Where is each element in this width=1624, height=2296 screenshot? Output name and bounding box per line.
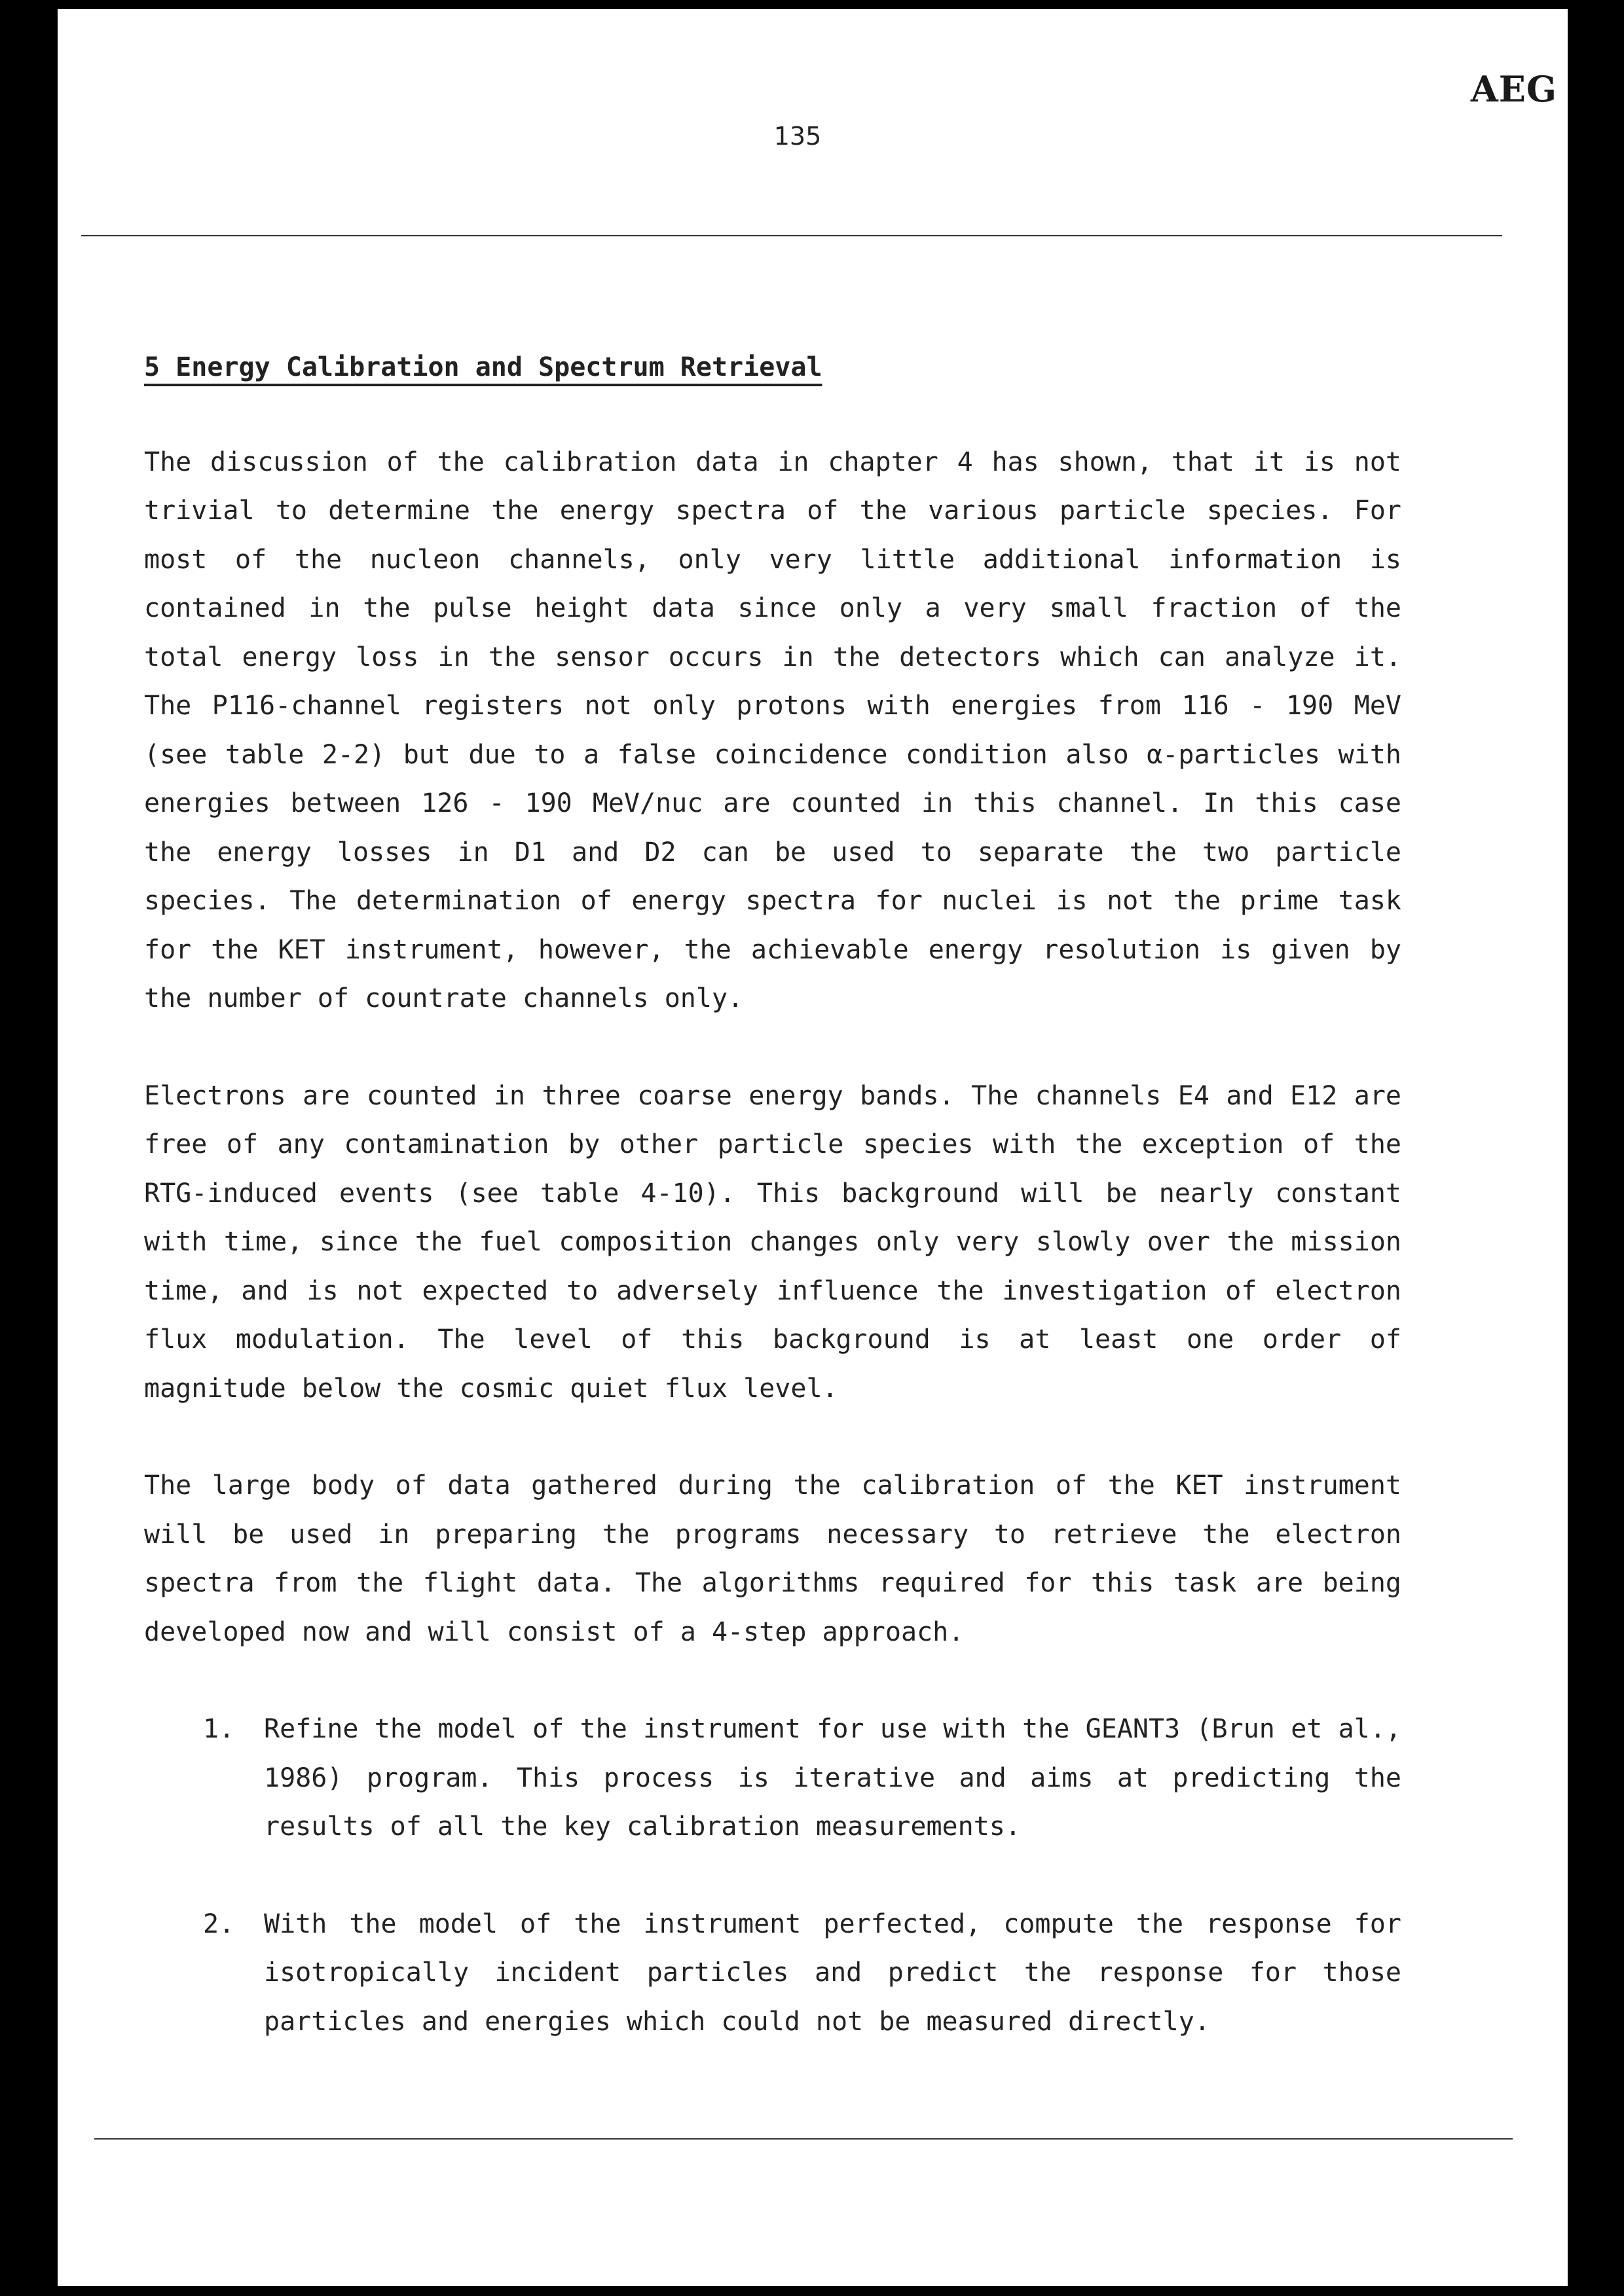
page-number: 135 — [773, 122, 822, 151]
list-item — [144, 1900, 1401, 2047]
paragraph-algorithms: The large body of data gathered during the calibration of the KET instrument will be used in preparing the programs necessary to retrieve the electron spectra from the flight data. The algorithms required for this task are being developed now and will consist of a 4-step approach. — [144, 1470, 1401, 1647]
document-page — [58, 9, 1568, 2286]
paragraph-calibration-discussion: The discussion of the calibration data in chapter 4 has shown, that it is not trivial to determine the energy spectra of the various particle species. For most of the nucleon channels, only very little additional information is contained in the pulse height data since only a very small fraction of the total energy loss in the sensor occurs in the detectors which can analyze it. The P116-channel registers not only protons with energies from 116 - 190 MeV (see table 2-2) but due to a false coincidence condition also α-particles with energies between 126 - 190 MeV/nuc are counted in this channel. In this case the energy losses in D1 and D2 can be used to separate the two particle species. The determination of energy spectra for nuclei is not the prime task for the KET instrument, however, the achievable energy resolution is given by the number of countrate channels only. — [144, 446, 1401, 1013]
list-number: 2. — [203, 1908, 235, 1939]
list-text: With the model of the instrument perfected, compute the response for isotropically incident particles and predict the response for those particles and energies which could not be measured directly. — [264, 1908, 1401, 2037]
list-number: 1. — [203, 1714, 235, 1744]
section-heading: 5 Energy Calibration and Spectrum Retrieval — [144, 352, 822, 382]
list-text: Refine the model of the instrument for use with the GEANT3 (Brun et al., 1986) program. This process is iterative and aims at predicting the results of all the key calibration measurements. — [264, 1714, 1401, 1842]
footer-rule — [94, 2138, 1513, 2140]
list-item — [144, 1705, 1401, 1851]
company-logo: AEG — [1470, 68, 1557, 110]
paragraph-electrons: Electrons are counted in three coarse energy bands. The channels E4 and E12 are free of any contamination by other particle species with the exception of the RTG-induced events (see table 4-10). This background will be nearly constant with time, since the fuel composition changes only very slowly over the mission time, and is not expected to adversely influence the investigation of electron flux modulation. The level of this background is at least one order of magnitude below the cosmic quiet flux level. — [144, 1080, 1401, 1404]
header-rule — [81, 235, 1502, 236]
body-content — [144, 343, 1401, 2094]
